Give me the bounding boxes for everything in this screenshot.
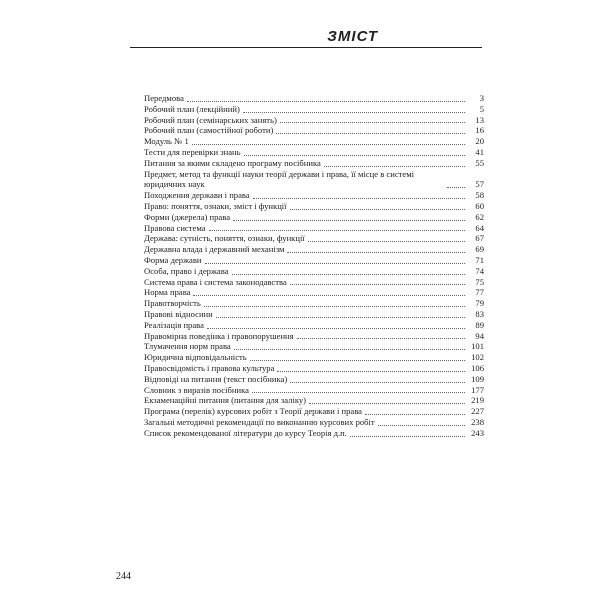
toc-entry-title: Предмет, метод та функції науки теорії держави і права, її місце в системі юридичних наук [144,168,415,190]
toc-leader-dots [350,436,465,437]
toc-leader-dots [216,317,465,318]
toc-entry-title: Форми (джерела) права [144,211,231,222]
toc-leader-dots [447,187,465,188]
toc-leader-dots [276,133,465,134]
toc-leader-dots [244,155,465,156]
table-of-contents [144,93,484,439]
toc-entry [144,417,484,428]
toc-leader-dots [277,371,465,372]
page-title: ЗМІСТ [327,28,378,45]
toc-entry-title: Реалізація права [144,319,204,330]
toc-entry-title: Робочий план (лекційний) [144,103,240,114]
page-number: 244 [116,571,131,582]
toc-entry [144,374,484,385]
toc-entry [144,93,484,104]
toc-entry-page: 62 [475,211,484,222]
toc-entry-title: Правосвідомість і правова культура [144,362,275,373]
toc-entry-title: Модуль № 1 [144,136,189,147]
toc-leader-dots [280,122,465,123]
toc-leader-dots [207,328,465,329]
toc-entry-title: Право: поняття, ознаки, зміст і функції [144,200,287,211]
toc-entry-page: 102 [471,352,484,363]
toc-entry [144,298,484,309]
toc-entry-page: 227 [471,406,484,417]
toc-entry-page: 20 [475,136,484,147]
toc-entry-page: 55 [475,157,484,168]
toc-entry [144,395,484,406]
toc-entry [144,309,484,320]
toc-entry-page: 41 [475,146,484,157]
toc-entry [144,212,484,223]
toc-entry-page: 64 [475,222,484,233]
toc-entry-title: Список рекомендованої літератури до курсу Теорія д.п. [144,427,347,438]
toc-leader-dots [204,306,465,307]
toc-entry [144,277,484,288]
toc-entry [144,125,484,136]
toc-leader-dots [187,101,465,102]
toc-entry-page: 77 [475,287,484,298]
toc-entry [144,331,484,342]
toc-entry-title: Правові відносини [144,308,213,319]
toc-entry-title: Робочий план (самостійної роботи) [144,125,274,136]
toc-entry [144,287,484,298]
toc-entry-title: Система права і система законодавства [144,276,287,287]
toc-entry-title: Словник з виразів посібника [144,384,249,395]
toc-entry-title: Форма держави [144,254,202,265]
toc-entry-page: 106 [471,362,484,373]
toc-entry-page: 109 [471,373,484,384]
toc-entry-title: Особа, право і держава [144,265,229,276]
toc-entry-title: Програма (перелік) курсових робіт з Теорії держави і права [144,406,362,417]
toc-entry-page: 75 [475,276,484,287]
toc-leader-dots [243,112,465,113]
toc-entry-page: 94 [475,330,484,341]
toc-entry [144,223,484,234]
toc-entry-title: Походження держави і права [144,190,250,201]
toc-entry-page: 58 [475,190,484,201]
toc-entry-title: Правомірна поведінка і правопорушення [144,330,294,341]
toc-entry-title: Тести для перевірки знань [144,146,241,157]
toc-leader-dots [252,392,465,393]
toc-entry-page: 16 [475,125,484,136]
toc-leader-dots [205,263,466,264]
page-header [130,28,482,45]
toc-leader-dots [250,360,465,361]
toc-leader-dots [324,166,465,167]
toc-entry-page: 219 [471,395,484,406]
toc-entry-page: 89 [475,319,484,330]
toc-entry-page: 67 [475,233,484,244]
toc-entry-page: 3 [479,93,484,103]
toc-leader-dots [308,241,465,242]
toc-entry-title: Питання за якими складено програму посібника [144,157,321,168]
toc-entry-page: 71 [475,254,484,265]
toc-entry-title: Робочий план (семінарських занять) [144,114,277,125]
toc-entry [144,169,484,191]
toc-leader-dots [209,230,465,231]
toc-leader-dots [378,425,465,426]
toc-entry [144,158,484,169]
toc-leader-dots [290,382,465,383]
toc-entry [144,136,484,147]
toc-entry-title: Правова система [144,222,206,233]
toc-entry-page: 69 [475,244,484,255]
toc-leader-dots [253,198,465,199]
toc-entry [144,255,484,266]
toc-entry-page: 79 [475,298,484,309]
toc-entry [144,341,484,352]
toc-leader-dots [233,220,465,221]
toc-entry [144,115,484,126]
toc-entry-title: Загальні методичні рекомендації по виконанню курсових робіт [144,416,375,427]
toc-leader-dots [309,403,465,404]
toc-entry [144,363,484,374]
toc-entry [144,352,484,363]
toc-entry-title: Держава: сутність, поняття, ознаки, функції [144,233,305,244]
toc-leader-dots [290,284,465,285]
toc-entry-page: 60 [475,200,484,211]
toc-leader-dots [232,274,466,275]
toc-entry-page: 238 [471,416,484,427]
toc-entry-title: Передмова [144,93,184,103]
toc-leader-dots [287,252,465,253]
toc-entry [144,428,484,439]
toc-entry-page: 177 [471,384,484,395]
toc-leader-dots [234,349,465,350]
toc-entry [144,233,484,244]
toc-leader-dots [290,209,465,210]
toc-entry [144,320,484,331]
toc-entry-page: 13 [475,114,484,125]
toc-entry-title: Державна влада і державний механізм [144,244,285,255]
toc-entry [144,190,484,201]
toc-entry-page: 74 [475,265,484,276]
toc-entry-page: 83 [475,308,484,319]
toc-entry-title: Тлумачення норм права [144,341,231,352]
toc-entry-page: 243 [471,427,484,438]
toc-entry-title: Норма права [144,287,191,298]
toc-entry [144,104,484,115]
toc-entry [144,244,484,255]
toc-entry-title: Правотворчість [144,298,201,309]
toc-leader-dots [193,295,465,296]
toc-leader-dots [192,144,465,145]
toc-entry-title: Відповіді на питання (текст посібника) [144,373,288,384]
toc-entry-title: Юридична відповідальність [144,352,247,363]
toc-entry [144,201,484,212]
toc-entry-title: Екзаменаційні питання (питання для заліку) [144,395,307,406]
toc-entry [144,266,484,277]
toc-entry-page: 5 [479,103,484,114]
toc-entry-page: 57 [475,179,484,190]
toc-leader-dots [365,414,465,415]
toc-leader-dots [297,338,465,339]
toc-entry [144,385,484,396]
toc-entry [144,406,484,417]
toc-entry [144,147,484,158]
header-rule [130,47,482,48]
toc-entry-page: 101 [471,341,484,352]
